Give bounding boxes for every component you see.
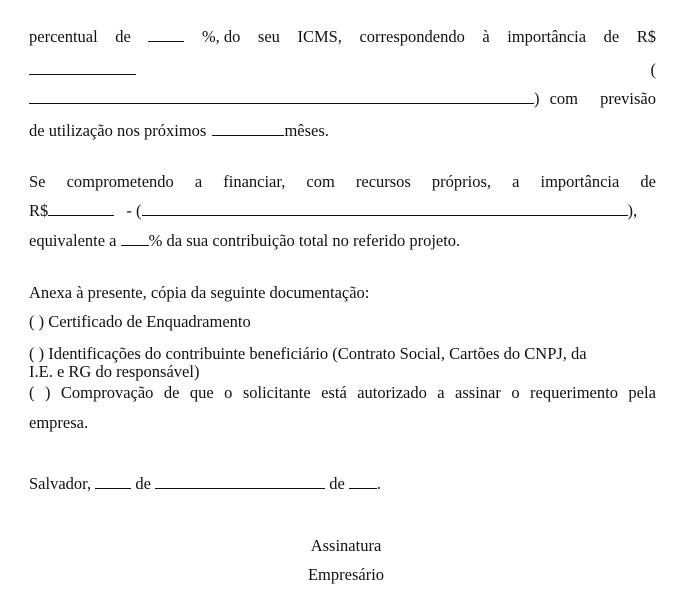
word: à [482, 27, 490, 46]
period: . [376, 474, 382, 493]
word: correspondendo [359, 27, 465, 46]
paragraph-1-line-1 [29, 27, 656, 47]
word: de [329, 474, 345, 493]
word: assinar [455, 383, 501, 402]
word: está [321, 383, 347, 402]
word: financiar, [223, 172, 286, 191]
word: ICMS, [297, 27, 342, 46]
checkbox-item-identificacoes-cont: I.E. e RG do responsável) [29, 362, 200, 381]
word: o [224, 383, 233, 402]
close-paren: ) [534, 89, 540, 108]
documents-intro: Anexa à presente, cópia da seguinte documentação: [29, 283, 370, 302]
word: Se [29, 172, 46, 191]
word: seu [257, 27, 280, 46]
word: ( [29, 383, 35, 402]
word: de [640, 172, 656, 191]
text: equivalente a [29, 231, 117, 250]
month-blank[interactable] [155, 474, 325, 489]
text: ), [627, 201, 638, 220]
text: % da sua contribuição total no referido projeto. [148, 231, 461, 250]
word: de [163, 383, 180, 402]
word: ) [44, 383, 51, 402]
word: comprometendo [66, 172, 174, 191]
paragraph-2-line-2 [29, 201, 656, 221]
word: previsão [600, 89, 656, 108]
word: de [115, 27, 131, 46]
word: %, do [201, 27, 241, 46]
paragraph-2-line-3 [29, 231, 656, 251]
city: Salvador, [29, 474, 92, 493]
text: - ( [126, 201, 142, 220]
checkbox-item-comprovacao-cont: empresa. [29, 413, 89, 432]
text: mêses. [284, 121, 329, 140]
date-line [29, 474, 656, 494]
signature-label [0, 536, 700, 556]
paragraph-1-line-3 [29, 89, 656, 109]
amount-blank [48, 201, 114, 216]
amount-blank [29, 60, 136, 75]
percent-blank [148, 27, 184, 42]
word: próprios, [431, 172, 492, 191]
word: percentual [29, 27, 98, 46]
day-blank[interactable] [95, 474, 131, 489]
word: com [306, 172, 335, 191]
amount-words-blank [142, 201, 628, 216]
checkbox-item-identificacoes[interactable]: ( ) Identificações do contribuinte beneficiário (Contrato Social, Cartões do CNPJ, da [29, 344, 587, 363]
paragraph-1-line-2 [29, 60, 656, 80]
word: a [437, 383, 445, 402]
word: a [194, 172, 203, 191]
paragraph-1-line-4 [29, 121, 656, 141]
word: de [135, 474, 151, 493]
word: requerimento [530, 383, 618, 402]
text: de utilização nos próximos [29, 121, 207, 140]
checkbox-item-certificado[interactable]: ( ) Certificado de Enquadramento [29, 312, 251, 331]
word: pela [628, 383, 656, 402]
word: que [189, 383, 214, 402]
signature-role [0, 565, 700, 585]
word: recursos [355, 172, 411, 191]
word: importância [507, 27, 587, 46]
checkbox-item-comprovacao[interactable] [29, 383, 656, 403]
word: Comprovação [60, 383, 154, 402]
word: importância [540, 172, 620, 191]
word: solicitante [242, 383, 311, 402]
word: R$ [29, 201, 49, 220]
word: com [549, 89, 578, 108]
signature-text: Assinatura [310, 536, 382, 555]
amount-words-blank [29, 89, 534, 104]
word: de [603, 27, 620, 46]
word: R$ [636, 27, 656, 46]
paragraph-2-line-1 [29, 172, 656, 192]
year-blank[interactable] [349, 474, 377, 489]
word: o [511, 383, 520, 402]
percent-blank [121, 231, 149, 246]
signature-role-text: Empresário [307, 565, 385, 584]
open-paren: ( [650, 60, 656, 79]
word: a [512, 172, 520, 191]
word: autorizado [357, 383, 427, 402]
months-blank [212, 121, 284, 136]
